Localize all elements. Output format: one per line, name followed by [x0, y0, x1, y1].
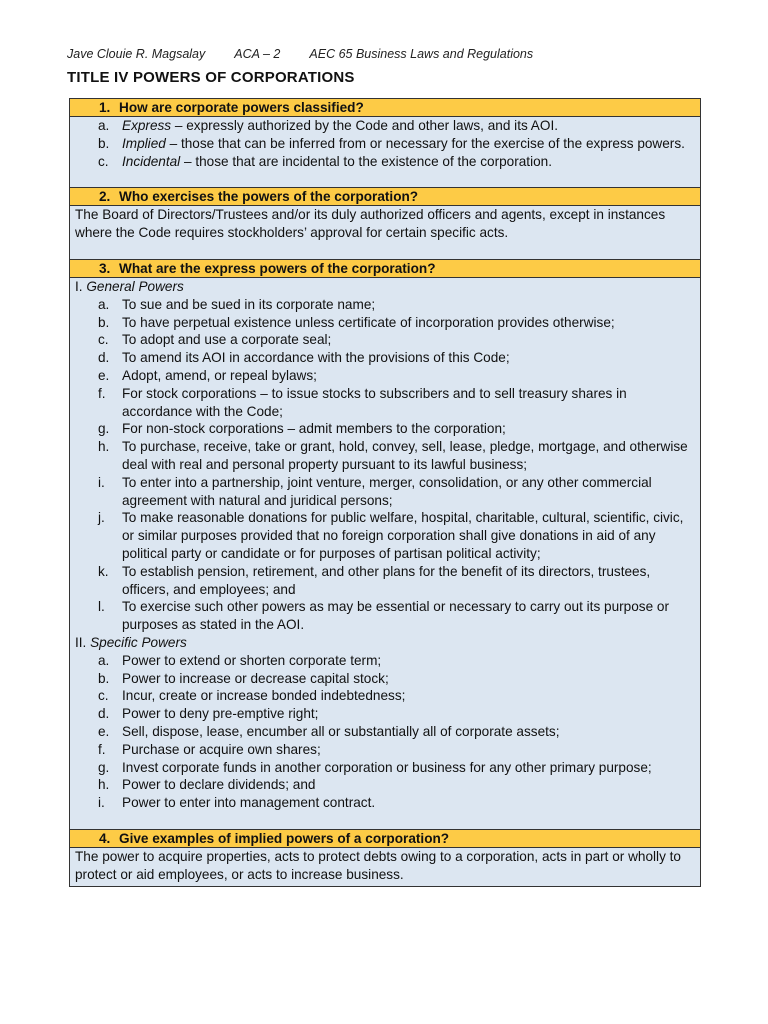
- question-number: 3.: [99, 260, 111, 276]
- list-item: [75, 296, 695, 314]
- list-item: [75, 474, 695, 510]
- list-marker: d.: [98, 706, 110, 722]
- question-number: 4.: [99, 830, 111, 846]
- list-item-text: Power to deny pre-emptive right;: [122, 706, 319, 722]
- list-item-text: To adopt and use a corporate seal;: [122, 332, 332, 348]
- list-item: [75, 670, 695, 688]
- list-item-text: Power to declare dividends; and: [122, 777, 316, 793]
- list-item: [75, 349, 695, 367]
- list-item-text: To establish pension, retirement, and other plans for the benefit of its directors, trustees, officers, and employees; and: [122, 563, 651, 597]
- list-marker: k.: [98, 563, 109, 579]
- question-text: How are corporate powers classified?: [119, 100, 364, 115]
- list-marker: c.: [98, 153, 109, 169]
- question-row-1: [70, 99, 701, 117]
- question-number: 1.: [99, 100, 111, 115]
- list-item: [75, 776, 695, 794]
- list-marker: i.: [98, 795, 105, 811]
- question-text: Who exercises the powers of the corporation?: [119, 189, 419, 205]
- question-row-3: [70, 259, 701, 277]
- course-name: AEC 65 Business Laws and Regulations: [309, 47, 534, 61]
- specific-powers-list: [75, 652, 695, 812]
- list-item-text: To make reasonable donations for public welfare, hospital, charitable, cultural, scientific, civic, or similar purposes provided that no foreign corporation shall give donations in aid of any political party or candidate or for purposes of partisan political activity;: [122, 510, 684, 561]
- question-number: 2.: [99, 189, 111, 205]
- answer-row-4: [70, 847, 701, 887]
- list-marker: g.: [98, 421, 110, 437]
- list-marker: g.: [98, 759, 110, 775]
- qa-table: [69, 98, 701, 887]
- list-marker: c.: [98, 688, 109, 704]
- list-item-text: To enter into a partnership, joint venture, merger, consolidation, or any other commercial agreement with natural and juridical persons;: [122, 474, 652, 508]
- list-item: [75, 759, 695, 777]
- list-item-text: Power to increase or decrease capital stock;: [122, 670, 389, 686]
- list-marker: a.: [98, 652, 110, 668]
- answer-row-1: [70, 117, 701, 188]
- list-marker: d.: [98, 350, 110, 366]
- list-marker: b.: [98, 314, 110, 330]
- list-marker: e.: [98, 367, 110, 383]
- specific-powers-heading: II. Specific Powers: [75, 634, 187, 650]
- list-marker: a.: [98, 296, 110, 312]
- list-item-text: Purchase or acquire own shares;: [122, 741, 321, 757]
- list-item: [75, 135, 695, 153]
- question-text: What are the express powers of the corporation?: [119, 260, 436, 276]
- list-marker: b.: [98, 670, 110, 686]
- list-item-term: Implied: [122, 135, 166, 151]
- list-item-term: Express: [122, 118, 172, 133]
- list-item: [75, 117, 695, 135]
- list-item: [75, 652, 695, 670]
- list-item: [75, 331, 695, 349]
- list-marker: c.: [98, 332, 109, 348]
- list-item: [75, 153, 695, 171]
- list-item-text: To have perpetual existence unless certificate of incorporation provides otherwise;: [122, 314, 615, 330]
- list-item-definition: – those that can be inferred from or necessary for the exercise of the express powers.: [165, 135, 685, 151]
- list-marker: i.: [98, 474, 105, 490]
- list-item-text: [122, 135, 695, 153]
- list-item: [75, 563, 695, 599]
- list-marker: l.: [98, 599, 105, 615]
- list-item-text: Power to extend or shorten corporate term;: [122, 652, 382, 668]
- list-item: [75, 687, 695, 705]
- list-marker: f.: [98, 741, 106, 757]
- list-marker: h.: [98, 777, 110, 793]
- list-item-text: Power to enter into management contract.: [122, 795, 376, 811]
- list-marker: f.: [98, 385, 106, 401]
- list-item-text: [122, 117, 695, 135]
- list-item-text: Incur, create or increase bonded indebtedness;: [122, 688, 406, 704]
- list-item: [75, 794, 695, 812]
- classification-list: [75, 117, 695, 170]
- list-item: [75, 723, 695, 741]
- question-text: Give examples of implied powers of a corporation?: [119, 830, 450, 846]
- list-item: [75, 385, 695, 421]
- list-marker: e.: [98, 723, 110, 739]
- list-item-text: [122, 153, 695, 171]
- list-item: [75, 438, 695, 474]
- list-item-text: Adopt, amend, or repeal bylaws;: [122, 367, 317, 383]
- list-item-text: To exercise such other powers as may be essential or necessary to carry out its purpose or purposes as stated in the AOI.: [122, 599, 670, 633]
- list-item-definition: – those that are incidental to the existence of the corporation.: [180, 153, 553, 169]
- question-row-2: [70, 188, 701, 206]
- answer-text: The power to acquire properties, acts to protect debts owing to a corporation, acts in part or wholly to protect or aid employees, or acts to increase business.: [75, 848, 681, 882]
- list-item-text: For non-stock corporations – admit members to the corporation;: [122, 421, 506, 437]
- list-item: [75, 314, 695, 332]
- document-title: TITLE IV POWERS OF CORPORATIONS: [67, 69, 355, 86]
- general-powers-heading: I. General Powers: [75, 278, 184, 294]
- list-item-term: Incidental: [122, 153, 181, 169]
- list-item: [75, 367, 695, 385]
- list-item-text: To amend its AOI in accordance with the provisions of this Code;: [122, 350, 510, 366]
- question-row-4: [70, 829, 701, 847]
- answer-row-2: [70, 206, 701, 260]
- list-item-text: Invest corporate funds in another corporation or business for any other primary purpose;: [122, 759, 652, 775]
- author-name: Jave Clouie R. Magsalay: [67, 47, 206, 61]
- list-marker: h.: [98, 439, 110, 455]
- list-item-text: To sue and be sued in its corporate name;: [122, 296, 376, 312]
- answer-text: The Board of Directors/Trustees and/or its duly authorized officers and agents, except in instances where the Code requires stockholders’ approval for certain specific acts.: [75, 207, 666, 241]
- list-item-text: For stock corporations – to issue stocks to subscribers and to sell treasury shares in accordance with the Code;: [122, 385, 627, 419]
- list-item-text: To purchase, receive, take or grant, hold, convey, sell, lease, pledge, mortgage, and otherwise deal with real and personal property pursuant to its lawful business;: [122, 439, 688, 472]
- page-header: [67, 47, 559, 61]
- list-item: [75, 420, 695, 438]
- list-marker: j.: [98, 510, 105, 526]
- list-item-text: Sell, dispose, lease, encumber all or substantially all of corporate assets;: [122, 723, 560, 739]
- list-item: [75, 741, 695, 759]
- list-item: [75, 598, 695, 634]
- list-marker: b.: [98, 135, 110, 151]
- list-item-definition: – expressly authorized by the Code and other laws, and its AOI.: [171, 118, 558, 133]
- activity-code: ACA – 2: [234, 47, 281, 61]
- list-item: [75, 509, 695, 562]
- list-item: [75, 705, 695, 723]
- answer-row-3: [70, 277, 701, 829]
- list-marker: a.: [98, 118, 110, 133]
- general-powers-list: [75, 296, 695, 634]
